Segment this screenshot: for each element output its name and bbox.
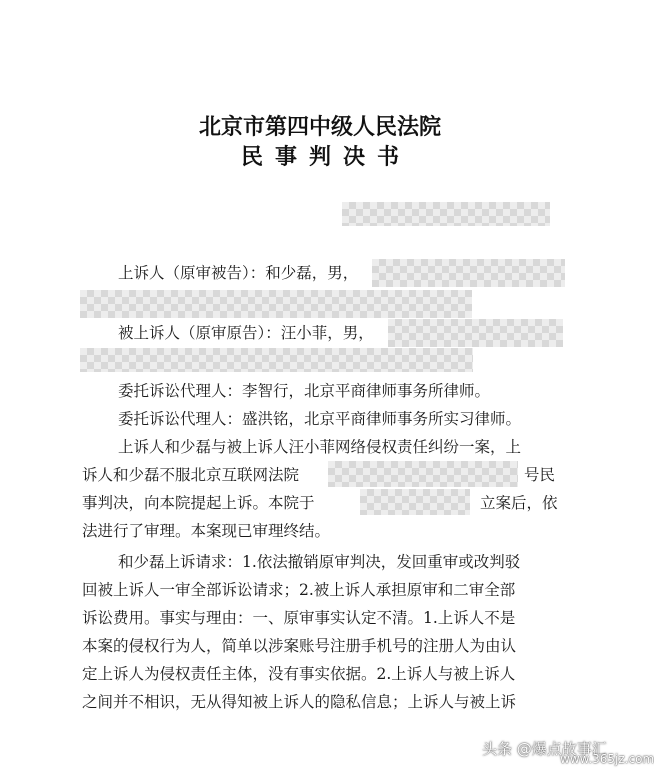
court-name-title: 北京市第四中级人民法院 — [198, 115, 441, 140]
request-line-3: 诉讼费用。事实与理由：一、原审事实认定不清。1.上诉人不是 — [82, 609, 516, 627]
agent-line-2: 委托诉讼代理人：盛洪铭，北京平商律师事务所实习律师。 — [118, 410, 522, 428]
request-line-6: 之间并不相识，无从得知被上诉人的隐私信息；上诉人与被上诉 — [82, 693, 517, 711]
case-line-4: 法进行了审理。本案现已审理终结。 — [82, 522, 331, 540]
case-line-2a: 诉人和少磊不服北京互联网法院 — [82, 466, 300, 484]
request-line-2: 回被上诉人一审全部诉讼请求；2.被上诉人承担原审和二审全部 — [82, 581, 516, 599]
case-line-3a: 事判决，向本院提起上诉。本院于 — [82, 494, 315, 512]
agent-line-1: 委托诉讼代理人：李智行，北京平商律师事务所律师。 — [118, 382, 491, 400]
case-line-1: 上诉人和少磊与被上诉人汪小菲网络侵权责任纠纷一案，上 — [118, 438, 522, 456]
appellee-line: 被上诉人（原审原告）：汪小菲，男， — [118, 324, 374, 342]
request-line-5: 定上诉人为侵权责任主体，没有事实依据。2.上诉人与被上诉人 — [82, 665, 516, 683]
redacted-appellee-info — [388, 319, 563, 347]
watermark-main-text: 头条 @爆点故事汇 — [482, 740, 607, 758]
redacted-appellant-info — [372, 259, 565, 287]
redacted-case-number — [342, 202, 550, 226]
redacted-appellant-info-2 — [80, 290, 472, 318]
watermark-site-text: www.365jz.com — [560, 752, 654, 766]
case-line-3b: 立案后，依 — [480, 494, 558, 512]
redacted-appellee-info-2 — [80, 348, 473, 372]
redacted-filing-date — [360, 489, 470, 515]
redacted-lower-court-case-number — [328, 461, 518, 487]
judgment-title: 民事判决书 — [240, 145, 411, 170]
request-line-1: 和少磊上诉请求：1.依法撤销原审判决，发回重审或改判驳 — [118, 553, 521, 571]
case-line-2b: 号民 — [524, 466, 556, 484]
watermark — [480, 738, 654, 766]
request-line-4: 本案的侵权行为人，简单以涉案账号注册手机号的注册人为由认 — [82, 637, 517, 655]
appellant-line: 上诉人（原审被告）：和少磊，男， — [118, 264, 359, 282]
